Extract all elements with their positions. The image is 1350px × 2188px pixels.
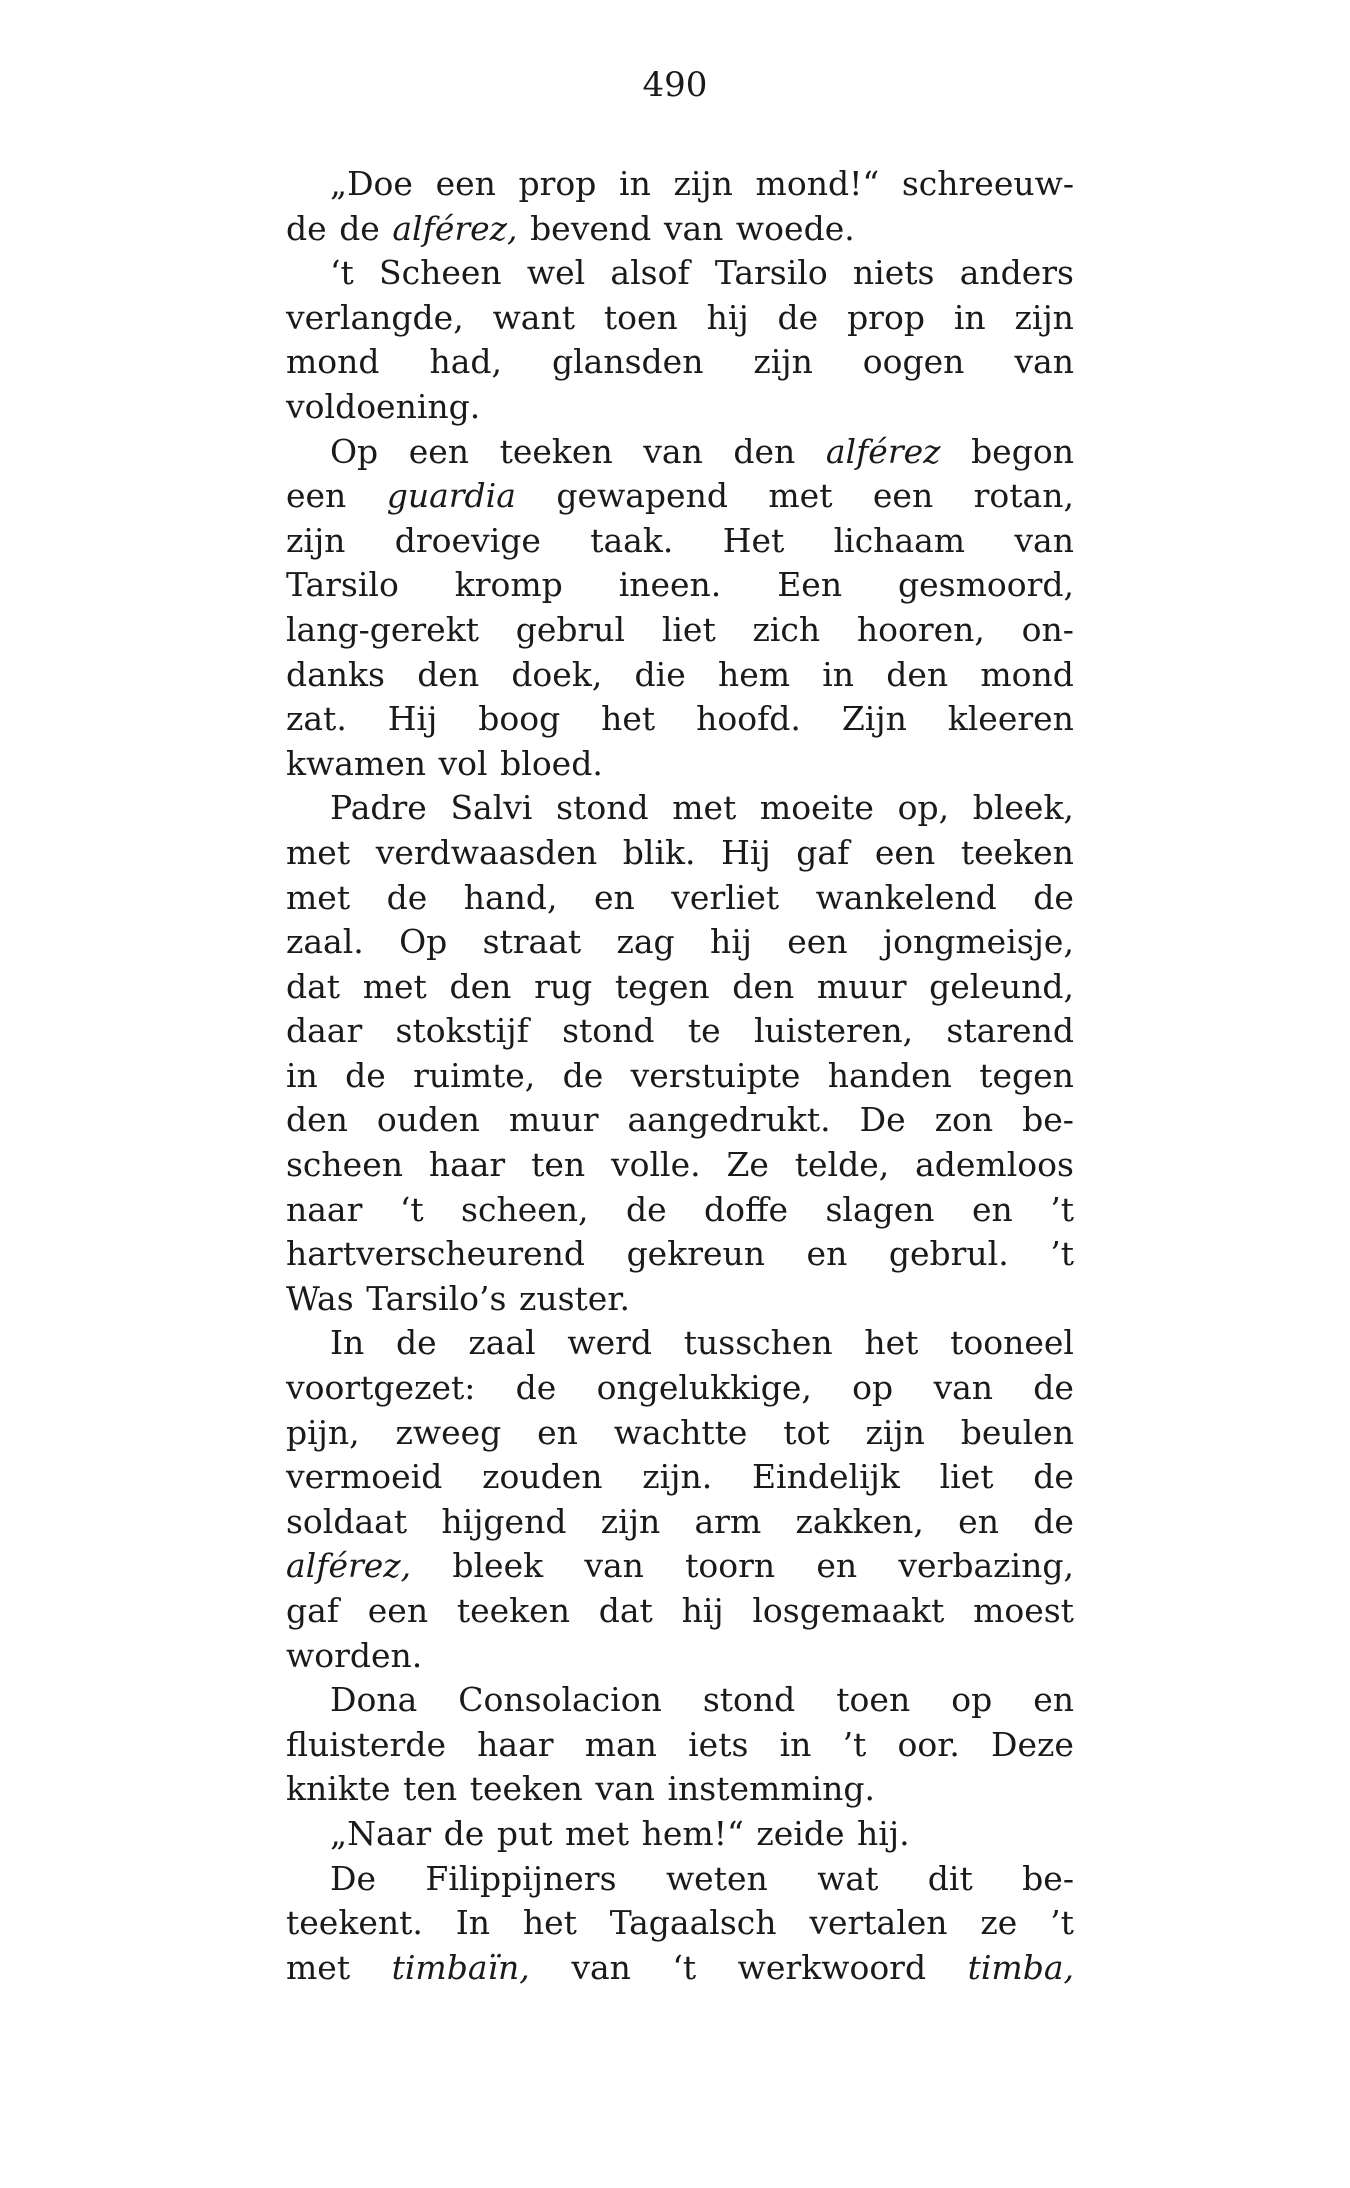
word: In	[330, 1323, 365, 1363]
word: de	[386, 877, 428, 917]
text-line	[286, 831, 1074, 876]
word: werkwoord	[737, 1947, 927, 1987]
word: dat	[598, 1591, 653, 1630]
word: boog	[478, 699, 561, 739]
word: den	[286, 1100, 348, 1140]
word: en	[806, 1234, 848, 1274]
word: ten	[403, 1769, 458, 1809]
word: van	[571, 1947, 631, 1987]
word: Tarsilo’s	[366, 1278, 507, 1318]
word: het	[522, 1903, 577, 1943]
word: glansden	[552, 342, 704, 382]
word: en	[958, 1501, 999, 1541]
word: hem!“	[641, 1813, 744, 1853]
word: prop	[847, 297, 925, 337]
word: van	[933, 1368, 994, 1408]
word: bevend	[530, 208, 652, 248]
word: tot	[783, 1412, 830, 1452]
word: den	[449, 966, 512, 1006]
text-line	[286, 1812, 1074, 1857]
word: vermoeid	[286, 1457, 443, 1497]
word: de	[515, 1368, 557, 1408]
word: ten	[531, 1145, 586, 1185]
text-line	[286, 1411, 1074, 1456]
word: kwamen	[286, 743, 426, 783]
word: moest	[973, 1591, 1074, 1630]
word: hijgend	[441, 1501, 567, 1541]
word: ze	[980, 1903, 1018, 1943]
word: rug	[534, 966, 593, 1006]
word: volle.	[610, 1145, 701, 1185]
word: danks	[286, 654, 385, 694]
word: Filippijners	[425, 1858, 617, 1898]
text-line	[286, 1857, 1074, 1902]
word: zich	[752, 609, 821, 649]
word: zijn	[1014, 297, 1074, 337]
word: vertalen	[809, 1903, 948, 1943]
word: straat	[482, 922, 582, 962]
word: Het	[722, 520, 785, 560]
word: zeide	[756, 1813, 845, 1853]
word: wankelend	[815, 877, 997, 917]
word: Was	[286, 1278, 354, 1318]
text-line	[286, 653, 1074, 698]
word: hem	[717, 654, 791, 694]
word: kromp	[454, 565, 563, 605]
word: de	[1033, 1368, 1074, 1408]
word: iets	[688, 1724, 749, 1764]
word: be-	[1022, 1100, 1074, 1140]
word: ademloos	[915, 1145, 1074, 1185]
word: de	[443, 1813, 485, 1853]
word: wachtte	[613, 1412, 748, 1452]
word: alsof	[610, 253, 690, 293]
word: een	[408, 431, 470, 471]
word: mond	[286, 342, 380, 382]
word: stond	[556, 788, 649, 828]
word: had,	[429, 342, 503, 382]
word: starend	[946, 1011, 1074, 1051]
word: op	[852, 1368, 894, 1408]
word: zweeg	[395, 1412, 502, 1452]
word: zouden	[482, 1457, 603, 1497]
word: verbazing,	[898, 1546, 1074, 1586]
word: woede.	[735, 208, 855, 248]
word: anders	[959, 253, 1074, 293]
word: De	[859, 1100, 906, 1140]
word: en	[594, 877, 635, 917]
word: ’t	[1050, 1189, 1074, 1229]
word: teeken	[456, 1591, 570, 1630]
word: jongmeisje,	[882, 922, 1074, 962]
word: want	[492, 297, 575, 337]
word: Consolacion	[458, 1680, 662, 1720]
word: zag	[616, 922, 675, 962]
word: doek,	[511, 654, 603, 694]
word: op	[951, 1680, 993, 1720]
word: met	[565, 1813, 630, 1853]
word: guardia	[386, 476, 516, 516]
word: een	[787, 922, 848, 962]
word: zijn	[286, 520, 346, 560]
word: van	[1014, 520, 1074, 560]
text-line	[286, 1589, 1074, 1634]
word: op,	[897, 788, 950, 828]
word: te	[687, 1011, 721, 1051]
text-line	[286, 1901, 1074, 1946]
text-line	[286, 965, 1074, 1010]
word: „Doe	[330, 164, 413, 203]
word: verstuipte	[630, 1055, 801, 1095]
word: on-	[1021, 609, 1074, 649]
word: prop	[518, 164, 597, 203]
word: die	[634, 654, 686, 694]
page-number: 490	[642, 65, 708, 105]
text-line	[286, 162, 1074, 207]
word: fluisterde	[286, 1724, 446, 1764]
word: hartverscheurend	[286, 1234, 586, 1274]
text-line	[286, 1188, 1074, 1233]
word: alférez,	[392, 208, 518, 248]
word: instemming.	[667, 1769, 875, 1809]
word: alférez	[825, 431, 941, 471]
text-line	[286, 1009, 1074, 1054]
word: mond!“	[755, 164, 880, 203]
word: zijn	[865, 1412, 925, 1452]
text-line	[286, 1767, 1074, 1812]
word: gaf	[286, 1591, 340, 1630]
word: met	[362, 966, 427, 1006]
word: en	[537, 1412, 578, 1452]
word: den	[732, 966, 795, 1006]
text-line	[286, 519, 1074, 564]
word: haar	[428, 1145, 506, 1185]
word: alférez,	[286, 1546, 412, 1586]
word: wat	[817, 1858, 879, 1898]
word: de	[1033, 1501, 1074, 1541]
word: den	[733, 431, 796, 471]
word: hij	[681, 1591, 724, 1630]
word: put	[496, 1813, 553, 1853]
word: gekreun	[626, 1234, 766, 1274]
text-line	[286, 1232, 1074, 1277]
word: liet	[939, 1457, 994, 1497]
word: weten	[665, 1858, 768, 1898]
word: muur	[508, 1100, 599, 1140]
word: het	[864, 1323, 919, 1363]
word: zijn	[753, 342, 813, 382]
word: schreeuw-	[901, 164, 1074, 203]
word: en	[1033, 1680, 1074, 1720]
word: Hij	[387, 699, 438, 739]
word: voldoening.	[286, 386, 481, 426]
word: blik.	[622, 832, 696, 872]
word: begon	[971, 431, 1074, 471]
word: lichaam	[833, 520, 966, 560]
word: zuster.	[518, 1278, 630, 1318]
text-line	[286, 1455, 1074, 1500]
word: dat	[286, 966, 341, 1006]
word: en	[816, 1546, 858, 1586]
word: de	[345, 1055, 386, 1095]
word: de	[777, 297, 819, 337]
word: vol	[438, 743, 488, 783]
word: stond	[562, 1011, 655, 1051]
word: telde,	[794, 1145, 890, 1185]
word: handen	[827, 1055, 952, 1095]
word: teeken	[469, 1769, 583, 1809]
word: hij	[706, 297, 749, 337]
text-line	[286, 296, 1074, 341]
word: de	[339, 208, 380, 248]
word: Op	[399, 922, 448, 962]
word: van	[595, 1769, 655, 1809]
word: gebrul	[515, 609, 626, 649]
word: het	[601, 699, 656, 739]
word: een	[874, 832, 936, 872]
word: Hij	[721, 832, 771, 872]
word: Tagaalsch	[609, 1903, 777, 1943]
word: hoofd.	[696, 699, 801, 739]
text-line	[286, 1321, 1074, 1366]
word: ineen.	[618, 565, 722, 605]
word: in	[286, 1055, 318, 1095]
word: hij	[709, 922, 752, 962]
text-line	[286, 786, 1074, 831]
text-line	[286, 1366, 1074, 1411]
word: gewapend	[556, 476, 728, 516]
word: een	[286, 476, 347, 516]
word: verliet	[671, 877, 780, 917]
word: liet	[661, 609, 716, 649]
word: Een	[777, 565, 843, 605]
word: losgemaakt	[752, 1591, 945, 1630]
word: in	[779, 1724, 812, 1764]
word: niets	[852, 253, 935, 293]
word: muur	[816, 966, 907, 1006]
word: slagen	[825, 1189, 935, 1229]
word: man	[584, 1724, 657, 1764]
word: droevige	[394, 520, 541, 560]
word: mond	[980, 654, 1074, 694]
word: zijn	[673, 164, 733, 203]
text-line	[286, 1678, 1074, 1723]
word: teeken	[499, 431, 613, 471]
word: arm	[694, 1501, 762, 1541]
word: tegen	[614, 966, 710, 1006]
word: ’t	[1050, 1234, 1074, 1274]
word: Tarsilo	[286, 565, 399, 605]
text-line	[286, 1634, 1074, 1679]
word: scheen,	[461, 1189, 589, 1229]
word: toen	[603, 297, 678, 337]
text-line	[286, 1544, 1074, 1589]
text-line	[286, 474, 1074, 519]
text-line	[286, 430, 1074, 475]
word: Salvi	[450, 788, 533, 828]
word: Op	[330, 431, 379, 471]
word: De	[330, 1858, 376, 1898]
word: worden.	[286, 1635, 423, 1675]
word: oor.	[897, 1724, 960, 1764]
word: luisteren,	[753, 1011, 914, 1051]
word: Eindelijk	[751, 1457, 900, 1497]
word: teeken	[960, 832, 1074, 872]
word: zijn.	[642, 1457, 713, 1497]
word: Zijn	[841, 699, 907, 739]
text-line	[286, 920, 1074, 965]
word: stokstijf	[395, 1011, 529, 1051]
word: be-	[1022, 1858, 1074, 1898]
word: kleeren	[947, 699, 1074, 739]
word: ongelukkige,	[596, 1368, 812, 1408]
word: aangedrukt.	[627, 1100, 831, 1140]
text-line	[286, 1098, 1074, 1143]
word: hooren,	[856, 609, 985, 649]
text-line	[286, 385, 1074, 430]
word: Tarsilo	[714, 253, 828, 293]
word: geleund,	[929, 966, 1074, 1006]
word: de	[1033, 1457, 1074, 1497]
word: de	[1033, 877, 1074, 917]
word: zakken,	[795, 1501, 924, 1541]
word: van	[1014, 342, 1074, 382]
word: ouden	[376, 1100, 480, 1140]
word: toen	[836, 1680, 911, 1720]
word: van	[584, 1546, 644, 1586]
word: een	[435, 164, 496, 203]
word: zon	[934, 1100, 994, 1140]
word: zat.	[286, 699, 347, 739]
word: hij.	[857, 1813, 910, 1853]
word: de	[562, 1055, 604, 1095]
word: ‘t	[330, 253, 354, 293]
word: met	[672, 788, 737, 828]
word: beulen	[960, 1412, 1074, 1452]
word: oogen	[862, 342, 965, 382]
word: scheen	[286, 1145, 403, 1185]
text-line	[286, 608, 1074, 653]
text-line	[286, 563, 1074, 608]
word: en	[971, 1189, 1013, 1229]
word: daar	[286, 1011, 363, 1051]
word: de	[396, 1323, 437, 1363]
word: verdwaasden	[375, 832, 598, 872]
word: de	[286, 208, 327, 248]
word: in	[619, 164, 651, 203]
word: zaal.	[286, 922, 364, 962]
word: wel	[526, 253, 586, 293]
text-line	[286, 1143, 1074, 1188]
word: teekent.	[286, 1903, 423, 1943]
word: ruimte,	[413, 1055, 536, 1095]
word: werd	[567, 1323, 653, 1363]
word: knikte	[286, 1769, 391, 1809]
word: voortgezet:	[286, 1368, 476, 1408]
word: Deze	[991, 1724, 1074, 1764]
word: stond	[702, 1680, 796, 1720]
text-line	[286, 207, 1074, 252]
word: tooneel	[950, 1323, 1074, 1363]
word: naar	[286, 1189, 363, 1229]
word: van	[663, 208, 724, 248]
word: Scheen	[378, 253, 502, 293]
word: met	[286, 832, 351, 872]
word: timba,	[967, 1947, 1074, 1987]
word: tegen	[979, 1055, 1074, 1095]
word: den	[417, 654, 480, 694]
word: soldaat	[286, 1501, 408, 1541]
word: ’t	[842, 1724, 867, 1764]
word: bleek,	[972, 788, 1074, 828]
word: timbaïn,	[391, 1947, 530, 1987]
word: zijn	[600, 1501, 661, 1541]
word: de	[625, 1189, 667, 1229]
word: In	[455, 1903, 490, 1943]
word: gesmoord,	[897, 565, 1074, 605]
word: tusschen	[683, 1323, 833, 1363]
text-line	[286, 876, 1074, 921]
word: Ze	[726, 1145, 769, 1185]
word: verlangde,	[286, 297, 464, 337]
word: bloed.	[500, 743, 603, 783]
text-line	[286, 1277, 1074, 1322]
word: in	[822, 654, 855, 694]
word: ’t	[1050, 1903, 1074, 1943]
word: pijn,	[286, 1412, 360, 1452]
text-line	[286, 697, 1074, 742]
text-line	[286, 1946, 1074, 1991]
word: in	[953, 297, 986, 337]
word: van	[643, 431, 703, 471]
word: den	[886, 654, 949, 694]
word: gebrul.	[888, 1234, 1009, 1274]
word: rotan,	[973, 476, 1074, 516]
text-line	[286, 1500, 1074, 1545]
word: een	[367, 1591, 429, 1630]
word: met	[286, 877, 351, 917]
word: gaf	[796, 832, 850, 872]
text-line	[286, 251, 1074, 296]
word: hand,	[463, 877, 558, 917]
word: haar	[477, 1724, 554, 1764]
word: een	[872, 476, 934, 516]
body-text	[286, 162, 1074, 1990]
word: met	[768, 476, 833, 516]
word: „Naar	[330, 1813, 432, 1853]
text-line	[286, 340, 1074, 385]
word: ‘t	[399, 1189, 424, 1229]
word: Padre	[330, 788, 427, 828]
word: lang-gerekt	[286, 609, 479, 649]
word: moeite	[759, 788, 874, 828]
word: ‘t	[672, 1947, 697, 1987]
word: taak.	[590, 520, 674, 560]
text-line	[286, 1054, 1074, 1099]
word: zaal	[468, 1323, 536, 1363]
word: met	[286, 1947, 351, 1987]
word: toorn	[685, 1546, 776, 1586]
word: bleek	[452, 1546, 544, 1586]
word: dit	[927, 1858, 973, 1898]
text-line	[286, 742, 1074, 787]
word: doffe	[704, 1189, 789, 1229]
text-line	[286, 1723, 1074, 1768]
word: Dona	[330, 1680, 418, 1720]
